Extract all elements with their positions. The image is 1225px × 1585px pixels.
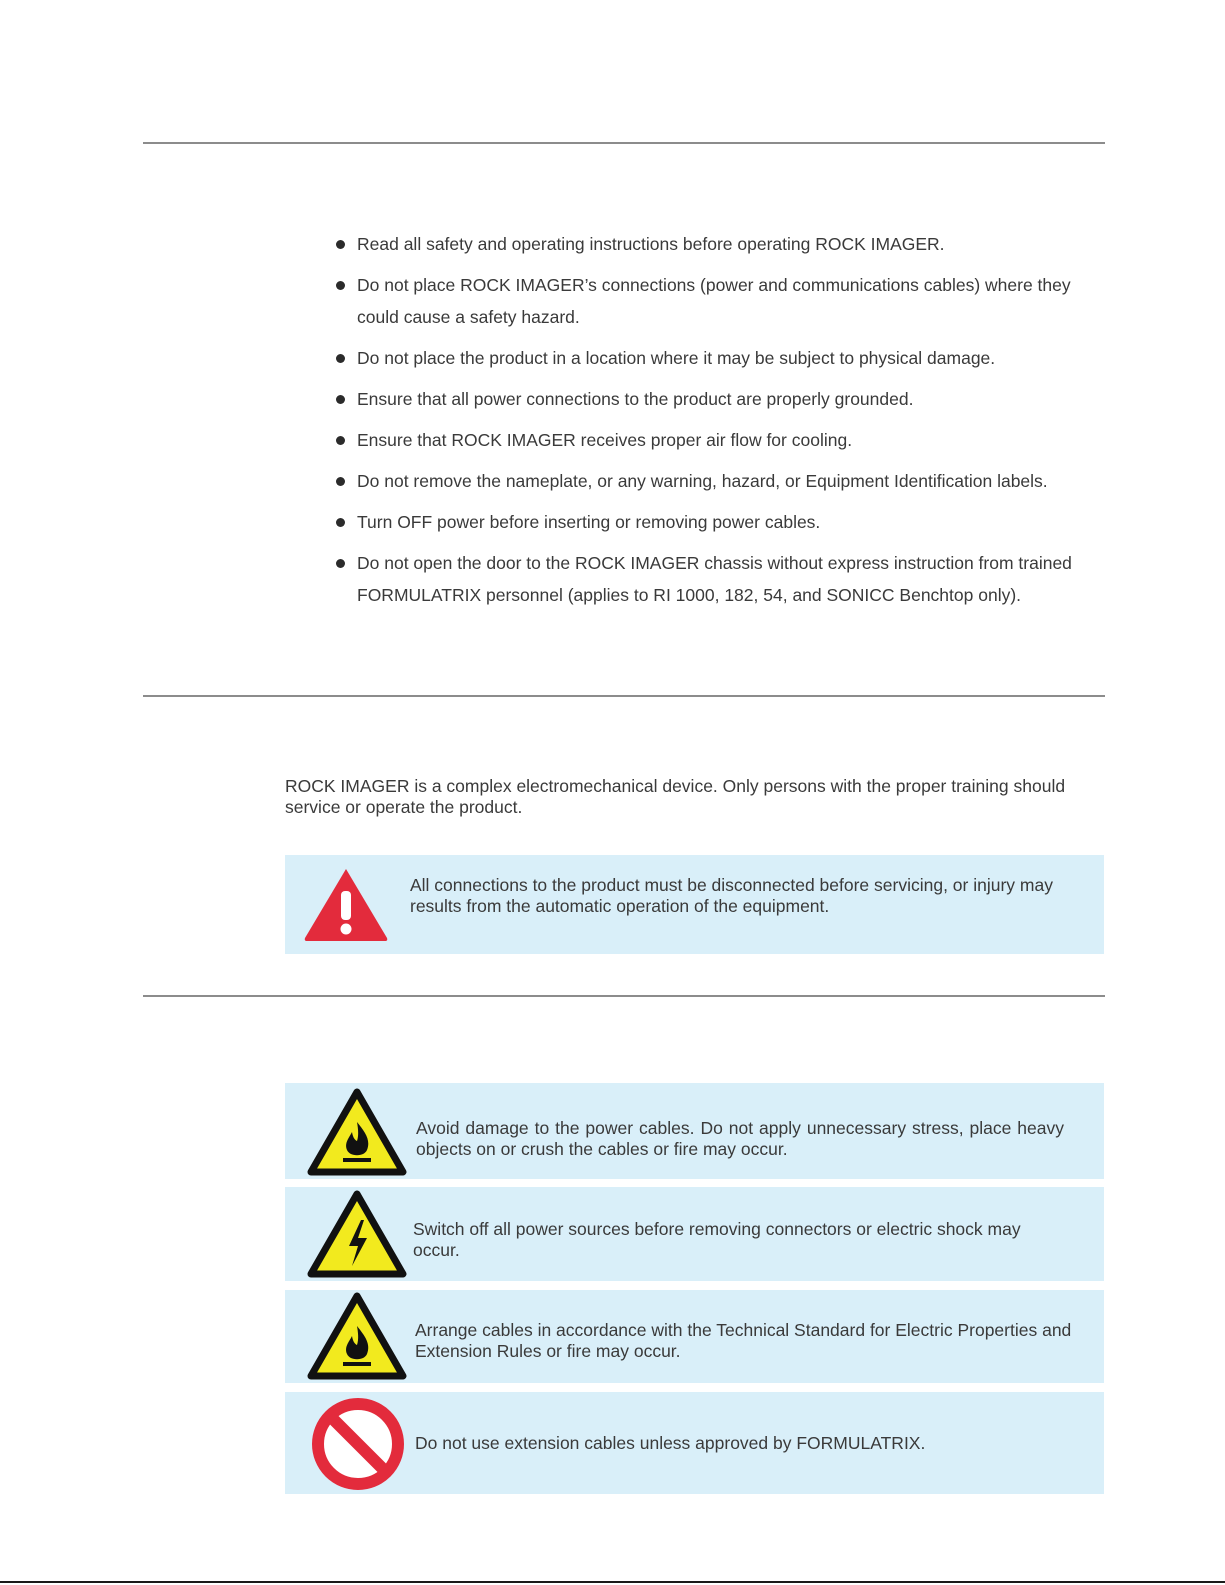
page-footer-line — [0, 1581, 1225, 1583]
list-item: Do not remove the nameplate, or any warning, hazard, or Equipment Identification labels. — [336, 465, 1116, 497]
electric-shock-icon — [307, 1190, 407, 1283]
power-notice-text: Avoid damage to the power cables. Do not apply unnecessary stress, place heavy objects on or crush the cables or fire may occur. — [416, 1118, 1064, 1159]
bullet-icon — [336, 354, 345, 363]
prohibition-icon — [311, 1397, 405, 1496]
service-paragraph: ROCK IMAGER is a complex electromechanical device. Only persons with the proper training should service or operate the product. — [285, 776, 1066, 817]
bullet-icon — [336, 281, 345, 290]
bullet-icon — [336, 240, 345, 249]
bullet-icon — [336, 436, 345, 445]
list-item: Read all safety and operating instructions before operating ROCK IMAGER. — [336, 228, 1116, 260]
service-warning-text: All connections to the product must be disconnected before servicing, or injury may results from the automatic operation of the equipment. — [410, 875, 1053, 916]
section-divider-top — [143, 142, 1105, 144]
power-notice — [285, 1290, 1104, 1383]
list-item: Do not place ROCK IMAGER’s connections (power and communications cables) where they could cause a safety hazard. — [336, 269, 1116, 333]
power-notice — [285, 1392, 1104, 1494]
list-item: Do not open the door to the ROCK IMAGER chassis without express instruction from trained FORMULATRIX personnel (applies to RI 1000, 182, 54, and SONICC Benchtop only). — [336, 547, 1116, 611]
bullet-icon — [336, 559, 345, 568]
bullet-icon — [336, 395, 345, 404]
service-warning-notice — [285, 855, 1104, 954]
fire-hazard-icon — [307, 1292, 407, 1385]
section-divider-middle — [143, 695, 1105, 697]
power-notice-text: Arrange cables in accordance with the Technical Standard for Electric Properties and Extension Rules or fire may occur. — [415, 1320, 1072, 1361]
power-notice-text: Do not use extension cables unless approved by FORMULATRIX. — [415, 1433, 926, 1453]
section-divider-bottom — [143, 995, 1105, 997]
general-warning-icon — [302, 865, 390, 948]
list-item: Ensure that all power connections to the product are properly grounded. — [336, 383, 1116, 415]
bullet-icon — [336, 518, 345, 527]
list-item: Ensure that ROCK IMAGER receives proper air flow for cooling. — [336, 424, 1116, 456]
fire-hazard-icon — [307, 1088, 407, 1181]
power-notice — [285, 1083, 1104, 1179]
list-item: Turn OFF power before inserting or removing power cables. — [336, 506, 1116, 538]
safety-instructions-list — [336, 228, 1116, 620]
bullet-icon — [336, 477, 345, 486]
list-item: Do not place the product in a location where it may be subject to physical damage. — [336, 342, 1116, 374]
power-notice — [285, 1187, 1104, 1281]
power-notice-text: Switch off all power sources before removing connectors or electric shock may occur. — [413, 1219, 1021, 1260]
